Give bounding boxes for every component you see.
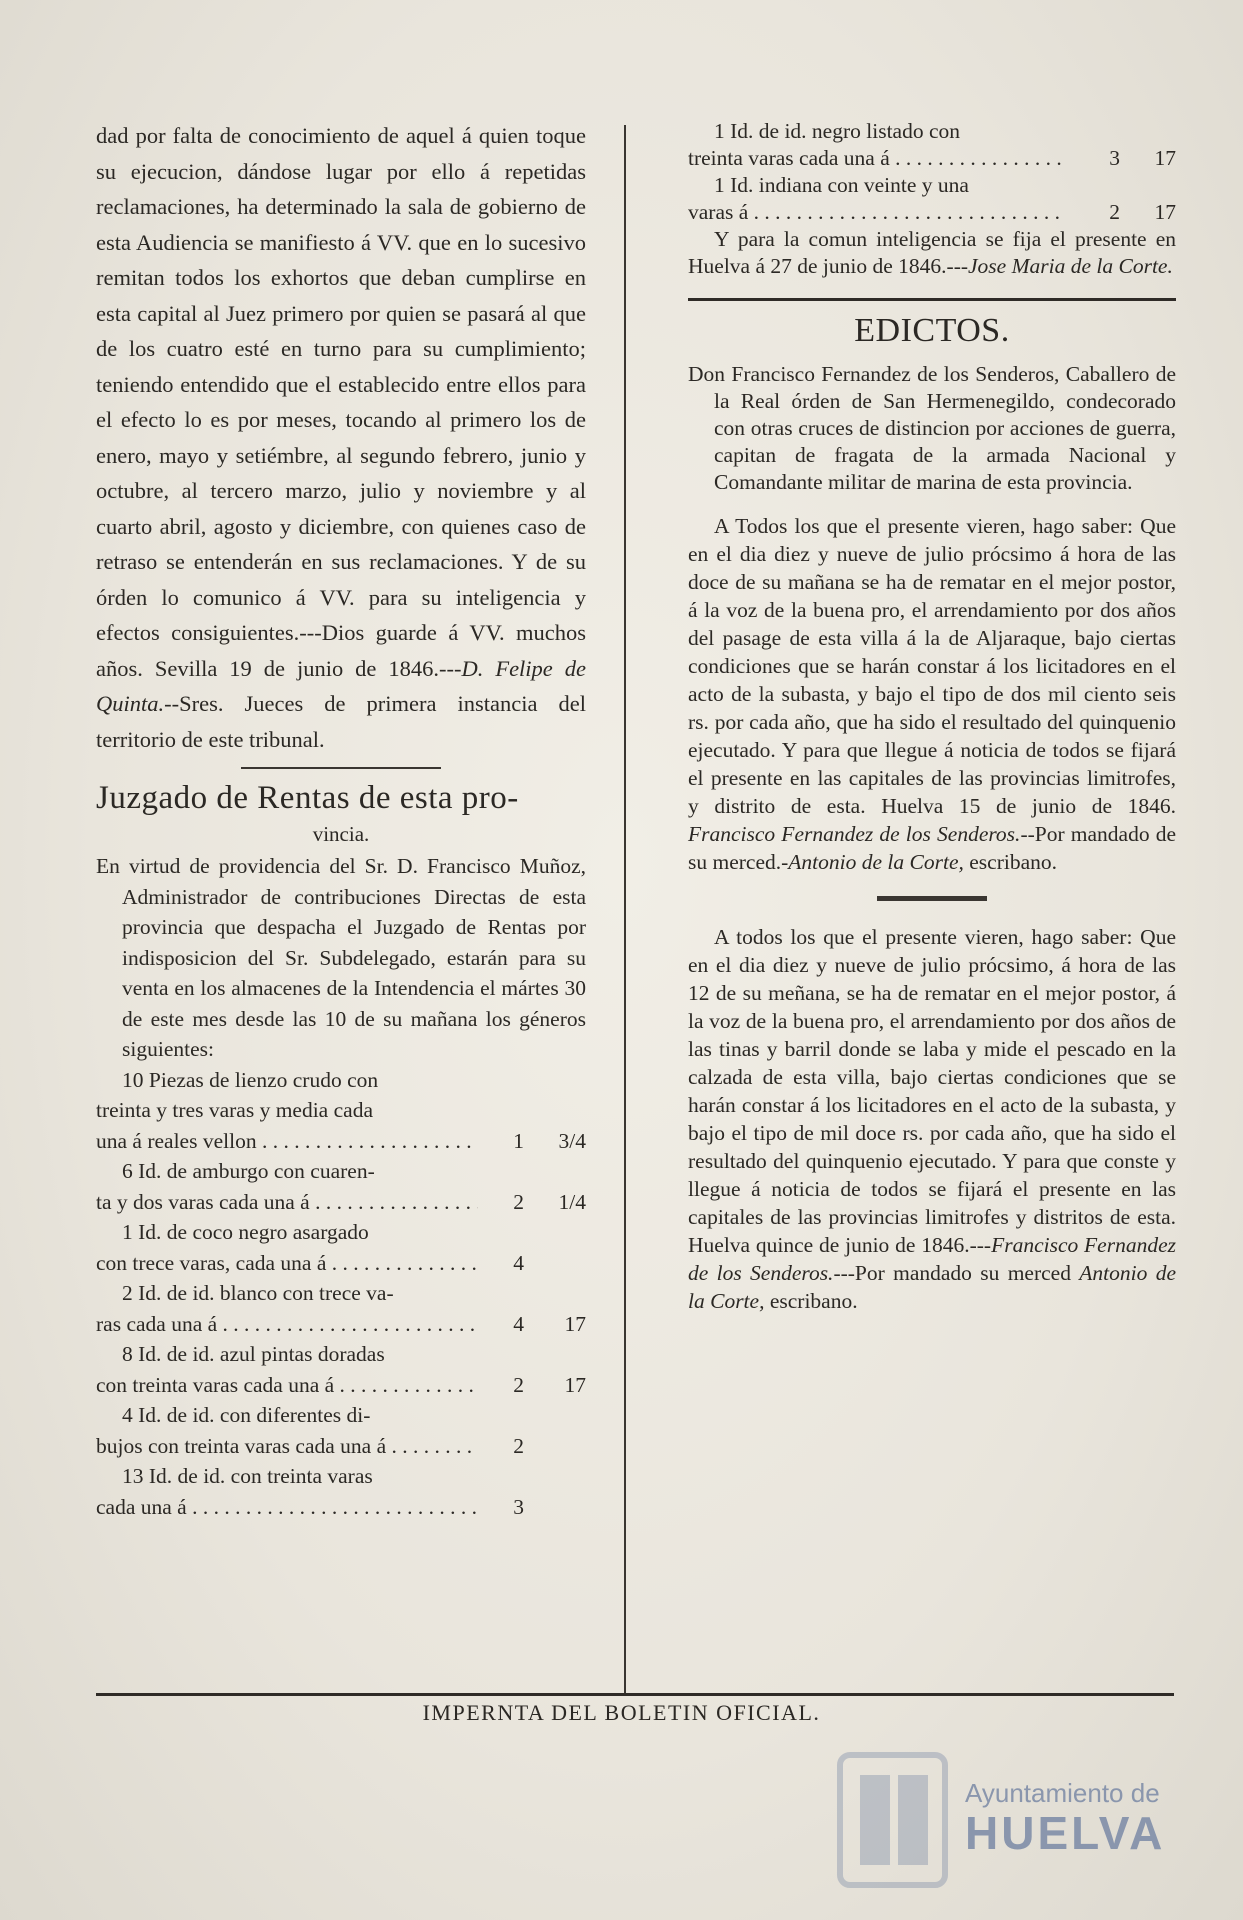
section-divider	[241, 767, 441, 769]
watermark-line1: Ayuntamiento de	[965, 1778, 1160, 1808]
goods-item-3-line1: 1 Id. de coco negro asargado	[122, 1220, 369, 1244]
goods-list	[96, 1065, 586, 1523]
edict-1-notary: Antonio de la Corte,	[788, 850, 964, 874]
right-column	[688, 118, 1176, 1315]
goods-item-7-line1: 13 Id. de id. con treinta varas	[122, 1464, 373, 1488]
sale-closing-signature: Jose Maria de la Corte.	[968, 254, 1173, 278]
goods-item-2-price: ta y dos varas cada una á . . . 2 1/4	[96, 1187, 586, 1218]
edict-1-signature: Francisco Fernandez de los Senderos.	[688, 822, 1021, 846]
edict-2-notary: Antonio de la Corte,	[688, 1261, 1176, 1313]
circular-signature: D. Felipe de Quinta.	[96, 655, 586, 716]
circular-body: dad por falta de conocimiento de aquel á quien toque su ejecucion, dándose lugar por ello á repetidas reclamaciones, ha determinado la sala de gobierno de esta Audiencia se manifiesto á VV. que en lo sucesivo remitan todos los exhortos que deban cumplirse en esta capital al Juez primero por quien se pasará al que de los cuatro esté en turno para su cumplimiento; teniendo entendido que el establecido entre ellos para el efecto lo es por meses, tocando al primero los de enero, mayo y setiémbre, al segundo febrero, junio y octubre, al tercero marzo, julio y noviembre y al cuarto abril, agosto y diciembre, con quienes caso de retraso se entenderán en sus reclamaciones. Y de su órden lo comunico á VV. para su inteligencia y efectos consiguientes.---Dios guarde á VV. muchos años. Sevilla 19 de junio de 1846.---	[96, 123, 586, 681]
watermark-line2: HUELVA	[965, 1807, 1166, 1859]
goods-item-8-price: treinta varas cada una á . . . 3 17	[688, 145, 1176, 172]
printer-imprint: IMPERNTA DEL BOLETIN OFICIAL.	[422, 1700, 821, 1725]
goods-item-6-line1: 4 Id. de id. con diferentes di-	[122, 1403, 371, 1427]
goods-item-5-price: con treinta varas cada una á . . . 2 17	[96, 1370, 586, 1401]
section-heading-juzgado-cont: vincia.	[312, 822, 370, 846]
goods-item-3-price: con trece varas, cada una á . . . 4	[96, 1248, 586, 1279]
goods-item-2-line1: 6 Id. de amburgo con cuaren-	[122, 1159, 375, 1183]
edict-2-signature: Francisco Fernandez de los Senderos.	[688, 1233, 1176, 1285]
circular-addressee: --Sres. Jueces de primera instancia del territorio de este tribunal.	[96, 691, 586, 752]
circular-text	[96, 118, 586, 757]
goods-item-4-price: ras cada una á . . . 4 17	[96, 1309, 586, 1340]
goods-item-8-line1: 1 Id. de id. negro listado con	[714, 119, 961, 143]
goods-item-9-price: varas á . . . 2 17	[688, 199, 1176, 226]
goods-item-5-line1: 8 Id. de id. azul pintas doradas	[122, 1342, 385, 1366]
left-column	[96, 118, 586, 1522]
footer-divider	[96, 1693, 1174, 1696]
edict-issuer: Don Francisco Fernandez de los Senderos, Caballero de la Real órden de San Hermenegildo, condecorado con otras cruces de distincion por acciones de guerra, capitan de fragata de la armada Nacional y Comandante militar de marina de esta provincia.	[688, 362, 1176, 494]
goods-item-7-price: cada una á . . . 3	[96, 1492, 586, 1523]
sale-notice: En virtud de providencia del Sr. D. Francisco Muñoz, Administrador de contribuciones Directas de esta provincia que despacha el Juzgado de Rentas por indisposicion del Sr. Subdelegado, estarán para su venta en los almacenes de la Intendencia el mártes 30 de este mes desde las 10 de su mañana los géneros siguientes:	[96, 854, 586, 1061]
sale-closing: Y para la comun inteligencia se fija el presente en Huelva á 27 de junio de 1846.---Jose Maria de la Corte.	[688, 227, 1176, 278]
goods-list-continued	[688, 118, 1176, 226]
goods-item-1-price: una á reales vellon . . . 1 3/4	[96, 1126, 586, 1157]
edict-1-text: A Todos los que el presente vieren, hago saber: Que en el dia diez y nueve de julio prócsimo á hora de las doce de su mañana se ha de rematar en el mejor postor, á la voz de la buena pro, el arrendamiento por dos años del pasage de esta villa á la de Aljaraque, bajo ciertas condiciones que se harán constar á los licitadores en el acto de la subasta, y bajo el tipo de dos mil ciento seis rs. por cada año, que ha sido el resultado del quinquenio ejecutado. Y para que llegue á noticia de todos se fijará el presente en las capitales de las provincias limitrofes, y distrito de esta. Huelva 15 de junio de 1846. Francisco Fernandez de los Senderos.--Por mandado de su merced.-Antonio de la Corte, escribano.	[688, 514, 1176, 874]
goods-item-4-line1: 2 Id. de id. blanco con trece va-	[122, 1281, 394, 1305]
section-divider-long	[688, 298, 1176, 301]
column-divider	[624, 125, 626, 1693]
goods-item-6-price: bujos con treinta varas cada una á . . . 2	[96, 1431, 586, 1462]
section-heading-edictos: EDICTOS.	[854, 312, 1010, 349]
goods-item-1-line2: treinta y tres varas y media cada	[96, 1098, 373, 1122]
edict-divider	[877, 896, 987, 901]
watermark-logo	[965, 1778, 1165, 1857]
goods-item-1-line1: 10 Piezas de lienzo crudo con	[122, 1067, 379, 1092]
goods-item-9-line1: 1 Id. indiana con veinte y una	[714, 173, 969, 197]
edict-2-text: A todos los que el presente vieren, hago saber: Que en el dia diez y nueve de julio prócsimo, á hora de las 12 de su meñana, se ha de rematar en el mejor postor, á la voz de la buena pro, el arrendamiento por dos años de las tinas y barril donde se laba y mide el pescado en la calzada de esta villa, bajo ciertas condiciones que se harán constar á los licitadores en el acto de la subasta, y bajo el tipo de mil doce rs. por cada año, que ha sido el resultado del quinquenio ejecutado. Y para que conste y llegue á noticia de todos se fijará el presente en las capitales de las provincias limitrofes y distritos de esta. Huelva quince de junio de 1846.---Francisco Fernandez de los Senderos.---Por mandado su merced Antonio de la Corte, escribano.	[688, 925, 1176, 1313]
section-heading-juzgado: Juzgado de Rentas de esta pro-	[96, 780, 519, 816]
